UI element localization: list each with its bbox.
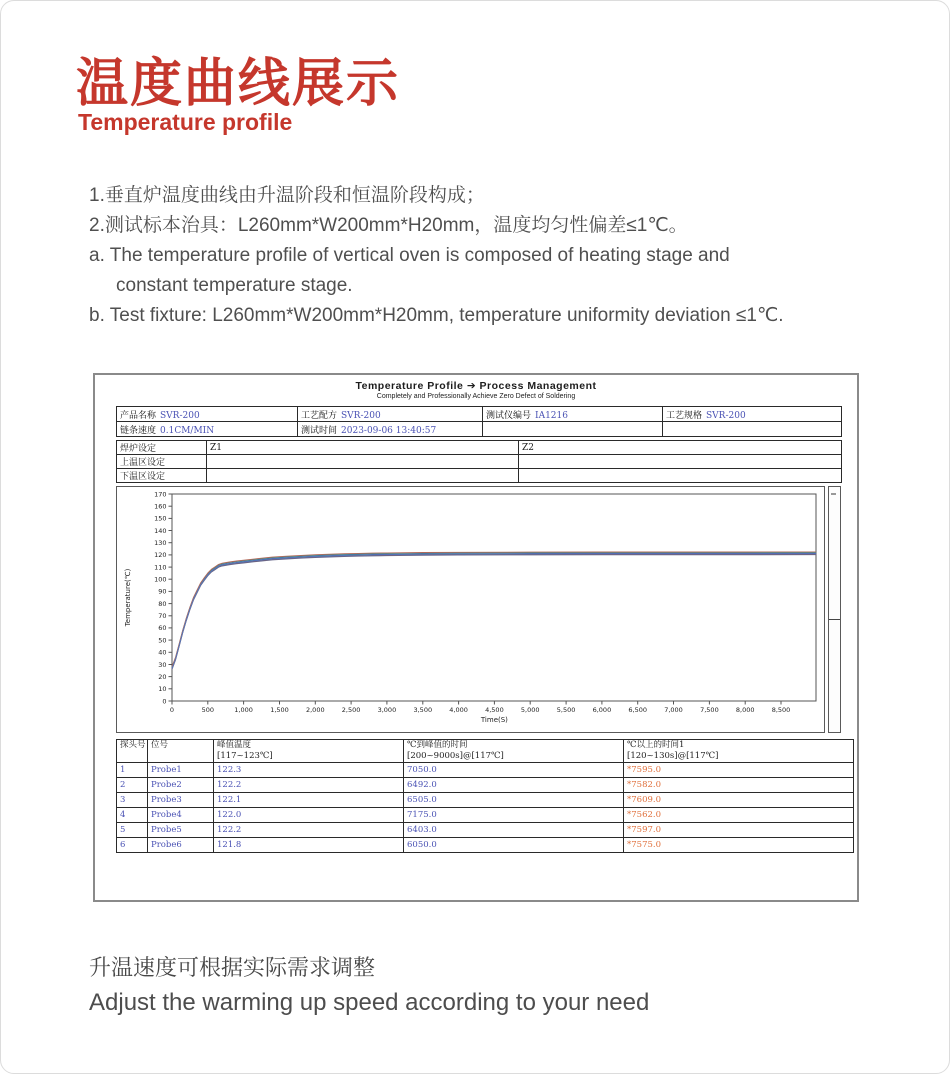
svg-text:10: 10 [158,685,167,694]
probe-cell: *7562.0 [624,808,854,823]
svg-text:7,500: 7,500 [700,706,719,714]
settings-z1 [207,455,519,469]
intro-line-4: constant temperature stage. [116,275,353,296]
probe-cell: 6403.0 [404,823,624,838]
page-title-cn: 温度曲线展示 [76,53,401,114]
probe-col-header: ℃到峰值的时间 [200~9000s]@[117℃] [404,740,624,763]
settings-z2 [519,455,842,469]
probe-cell: 122.0 [214,808,404,823]
settings-z2: Z2 [519,441,842,455]
probe-cell: 5 [117,823,148,838]
scrollbar-nub [831,493,836,495]
probe-cell: 6 [117,838,148,853]
probe-cell: 122.2 [214,823,404,838]
footer-en: Adjust the warming up speed according to your need [89,989,650,1016]
probe-cell: Probe6 [148,838,214,853]
svg-text:70: 70 [158,612,167,621]
probe-cell: *7582.0 [624,778,854,793]
svg-text:30: 30 [158,660,167,669]
probe-cell: 122.2 [214,778,404,793]
probe-cell: 1 [117,763,148,778]
probe-cell: 122.3 [214,763,404,778]
svg-text:8,500: 8,500 [771,706,791,714]
svg-text:130: 130 [154,539,167,547]
probe-cell: *7609.0 [624,793,854,808]
probe-col-header: ℃以上的时间1 [120~130s]@[117℃] [624,740,854,763]
probe-col-header: 峰值温度 [117~123℃] [214,740,404,763]
svg-text:80: 80 [158,599,167,608]
intro-text [89,181,889,331]
info-cell: 测试仪编号 IA1216 [483,407,663,422]
probe-cell: 3 [117,793,148,808]
chart-scrollbar[interactable] [828,486,841,733]
svg-text:7,000: 7,000 [664,706,683,714]
probe-cell: 6050.0 [404,838,624,853]
settings-label: 下温区设定 [117,469,207,483]
probe-cell: 7175.0 [404,808,624,823]
svg-text:5,000: 5,000 [520,706,540,714]
svg-text:0: 0 [162,697,167,706]
svg-text:110: 110 [154,563,167,572]
svg-text:40: 40 [158,648,167,657]
probe-cell: 4 [117,808,148,823]
probe-row [117,823,854,838]
svg-text:Time(S): Time(S) [480,716,508,724]
svg-text:1,000: 1,000 [234,706,253,714]
settings-z1 [207,469,519,483]
svg-text:6,000: 6,000 [592,706,612,714]
svg-text:2,500: 2,500 [341,706,361,714]
probe-cell: 7050.0 [404,763,624,778]
svg-text:60: 60 [158,624,167,633]
temperature-chart [117,487,822,730]
svg-text:0: 0 [169,706,175,714]
probe-cell: Probe3 [148,793,214,808]
info-table [116,406,842,437]
intro-line-1: 1.垂直炉温度曲线由升温阶段和恒温阶段构成； [89,185,485,206]
report-header [95,380,857,400]
settings-z2 [519,469,842,483]
info-cell [483,422,663,437]
chart-panel [116,486,825,733]
probe-row [117,778,854,793]
page-title-en: Temperature profile [78,109,293,135]
info-cell: 产品名称 SVR-200 [117,407,298,422]
svg-text:120: 120 [154,551,167,560]
intro-line-2: 2.测试标本治具：L260mm*W200mm*H20mm，温度均匀性偏差≤1℃。 [89,215,688,236]
svg-text:160: 160 [154,502,167,511]
svg-text:170: 170 [154,490,167,499]
svg-text:50: 50 [158,636,167,645]
report-screenshot [93,373,859,902]
svg-text:6,500: 6,500 [628,706,648,714]
probe-row [117,793,854,808]
info-cell: 链条速度 0.1CM/MIN [117,422,298,437]
report-title [95,380,857,392]
probe-cell: Probe1 [148,763,214,778]
footer-cn: 升温速度可根据实际需求调整 [89,955,376,980]
report-title-left: Temperature Profile [355,380,464,392]
svg-text:2,000: 2,000 [305,706,325,714]
probe-cell: 2 [117,778,148,793]
intro-line-5: b. Test fixture: L260mm*W200mm*H20mm, temperature uniformity deviation ≤1℃. [89,305,784,326]
probe-cell: *7597.0 [624,823,854,838]
arrow-right-icon: ➔ [466,380,477,392]
probe-cell: 121.8 [214,838,404,853]
probe-cell: *7595.0 [624,763,854,778]
svg-text:90: 90 [158,587,167,596]
probe-row [117,808,854,823]
probe-cell: *7575.0 [624,838,854,853]
svg-text:1,500: 1,500 [270,706,289,714]
svg-text:500: 500 [201,706,215,714]
probe-row [117,763,854,778]
svg-text:150: 150 [154,514,167,523]
svg-text:Temperature(℃): Temperature(℃) [124,568,132,627]
probe-cell: 6505.0 [404,793,624,808]
probe-col-header: 探头号 [117,740,148,763]
probe-cell: Probe4 [148,808,214,823]
svg-text:8,000: 8,000 [735,706,755,714]
probe-cell: 122.1 [214,793,404,808]
svg-text:4,500: 4,500 [485,706,504,714]
svg-text:4,000: 4,000 [449,706,468,714]
report-title-right: Process Management [479,380,597,392]
settings-z1: Z1 [207,441,519,455]
intro-line-3: a. The temperature profile of vertical oven is composed of heating stage and [89,245,730,266]
info-cell: 工艺规格 SVR-200 [663,407,842,422]
scrollbar-divider [829,619,840,620]
footer-text [89,951,649,1021]
settings-label: 焊炉设定 [117,441,207,455]
svg-text:3,000: 3,000 [377,706,397,714]
svg-text:3,500: 3,500 [413,706,433,714]
settings-label: 上温区设定 [117,455,207,469]
report-subtitle: Completely and Professionally Achieve Zero Defect of Soldering [376,393,576,400]
probe-cell: Probe2 [148,778,214,793]
probe-col-header: 位号 [148,740,214,763]
svg-text:140: 140 [154,526,167,535]
info-cell [663,422,842,437]
info-cell: 测试时间 2023-09-06 13:40:57 [298,422,483,437]
probe-cell: Probe5 [148,823,214,838]
probe-row [117,838,854,853]
info-cell: 工艺配方 SVR-200 [298,407,483,422]
svg-text:5,500: 5,500 [556,706,576,714]
oven-settings-table [116,440,842,483]
probe-table [116,739,854,853]
probe-cell: 6492.0 [404,778,624,793]
svg-text:100: 100 [154,575,167,584]
svg-text:20: 20 [158,672,167,681]
